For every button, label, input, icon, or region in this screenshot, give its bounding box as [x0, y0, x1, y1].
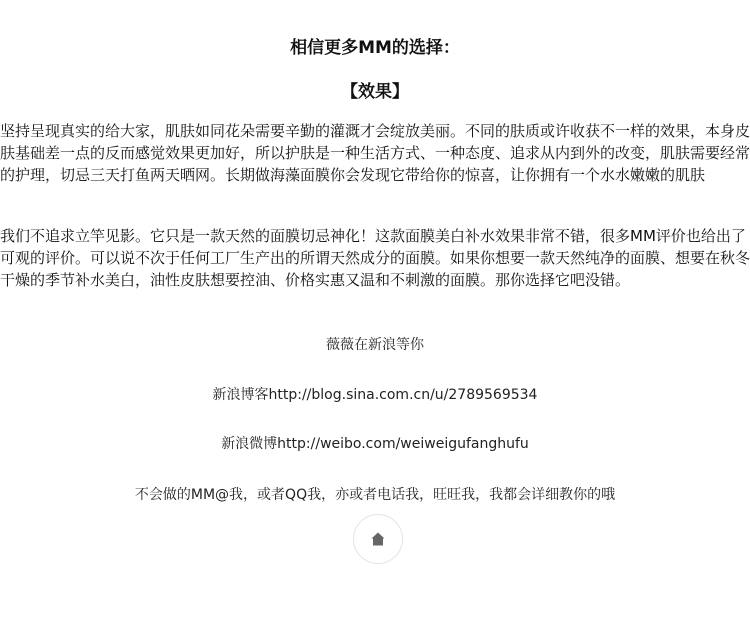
article-title: 相信更多MM的选择： [290, 38, 460, 58]
contact-note: 不会做的MM@我，或者QQ我，亦或者电话我，旺旺我，我都会详细教你的哦 [134, 487, 616, 503]
paragraph-description: 我们不追求立竿见影。它只是一款天然的面膜切忌神化！这款面膜美白补水效果非常不错，很多MM评价也给出了可观的评价。可以说不次于任何工厂生产出的所谓天然成分的面膜。如果你想要一款天然纯净的面膜、想要在秋冬干燥的季节补水美白，油性皮肤想要控油、价格实惠又温和不刺激的面膜。那你选择它吧没错。 [0, 227, 750, 289]
contact-blog-link[interactable]: 新浪博客http://blog.sina.com.cn/u/2789569534 [212, 387, 538, 403]
home-button[interactable] [353, 514, 403, 564]
home-icon [370, 531, 386, 547]
section-heading-effect: 【效果】 [341, 82, 409, 102]
contact-greeting: 薇薇在新浪等你 [326, 337, 424, 353]
paragraph-intro: 坚持呈现真实的给大家，肌肤如同花朵需要辛勤的灌溉才会绽放美丽。不同的肤质或许收获不一样的效果，本身皮肤基础差一点的反而感觉效果更加好，所以护肤是一种生活方式、一种态度、追求从内到外的改变，肌肤需要经常的护理，切忌三天打鱼两天晒网。长期做海藻面膜你会发现它带给你的惊喜，让你拥有一个水水嫩嫩的肌肤 [0, 122, 750, 184]
contact-weibo-link[interactable]: 新浪微博http://weibo.com/weiweigufanghufu [221, 436, 529, 452]
